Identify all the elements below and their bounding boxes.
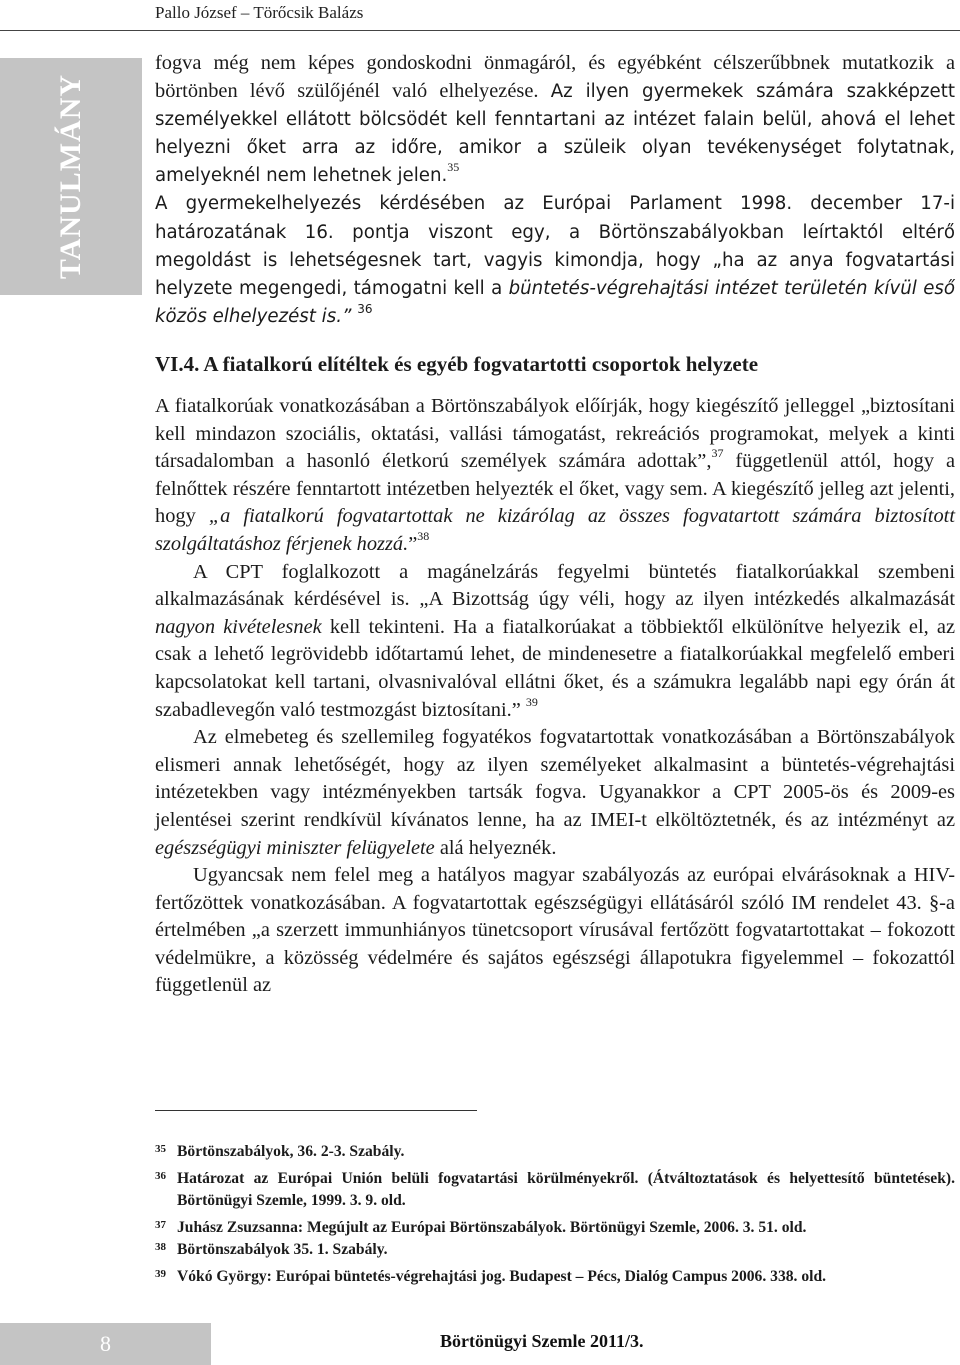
article-body [155, 50, 955, 1000]
italic-span: büntetés-végrehajtási intézet területén kívül eső közös elhelyezést is [155, 278, 955, 328]
footnote-text: Határozat az Európai Unión belüli fogvatartási körülményekről. (Átváltoztatások és helyettesítő büntetések). Börtönügyi Szemle, 1999. 3. 9. old. [177, 1170, 955, 1209]
paragraph-1 [155, 50, 955, 190]
footnote [155, 1266, 955, 1288]
footnote [155, 1168, 955, 1212]
text-span: alá helyeznék. [434, 836, 557, 859]
footnotes [155, 1141, 955, 1288]
text-span: ” [408, 532, 418, 555]
paragraph-5 [155, 724, 955, 862]
footnote-text: Juhász Zsuzsanna: Megújult az Európai Börtönszabályok. Börtönügyi Szemle, 2006. 3. 51. old. [177, 1219, 807, 1236]
footnote-number: 39 [155, 1268, 166, 1280]
footnote [155, 1239, 955, 1261]
header-rule [0, 30, 960, 31]
footnote [155, 1217, 955, 1239]
italic-span: „a fiatalkorú fogvatartottak ne kizárólag az összes fogvatartott számára biztosított szolgáltatáshoz férjenek hozzá. [155, 505, 955, 555]
page-number-box [0, 1323, 211, 1365]
footnote-ref[interactable]: 37 [711, 446, 724, 461]
footnote-ref[interactable]: 36 [357, 302, 373, 317]
paragraph-3 [155, 393, 955, 559]
paragraph-6: Ugyancsak nem felel meg a hatályos magyar szabályozás az európai elvárásoknak a HIV- fertőzöttek vonatkozásában. A fogvatartottak egészségügyi ellátásáról szóló IM rendelet 43. §-a értelmében „a szerzett immunhiányos tünetcsoport vírusával fertőzött fogvatartottakat – fokozott védelmükre, a közösség védelmére és sajátos egészségi állapotukra figyelemmel – fokozattól függetlenül az [155, 864, 955, 997]
footnote-text: Börtönszabályok, 36. 2-3. Szabály. [177, 1143, 405, 1160]
text-span: függetlenül attól, hogy a felnőttek részére fenntartott intézetben helyezték el őket, vagy sem. A kiegészítő jelleg azt jelenti, hogy [155, 450, 955, 528]
italic-span: nagyon kivételesnek [155, 615, 322, 638]
footnote-text: Börtönszabályok 35. 1. Szabály. [177, 1241, 388, 1258]
footnote-number: 35 [155, 1143, 166, 1155]
footnote-number: 38 [155, 1241, 166, 1253]
footnote-ref[interactable]: 35 [447, 160, 460, 175]
section-side-band [0, 58, 142, 295]
text-span: .” [336, 306, 358, 328]
text-span: Az ilyen gyermekek számára szakképzett személyekkel ellátott bölcsödét kell fenntartani az intézet falain belül, ahová el lehet helyezni őket arra az időre, amikor a szüleik olyan tevékenységet folytatnak, amelyeknél nem lehetnek jelen. [155, 80, 955, 187]
text-span: „ha az anya fogvatartási helyzete megengedi, támogatni kell a [155, 249, 955, 300]
footnote-text: Vókó György: Európai büntetés-végrehajtási jog. Budapest – Pécs, Dialóg Campus 2006. 338. old. [177, 1268, 827, 1285]
journal-footer: Börtönügyi Szemle 2011/3. [440, 1331, 644, 1351]
section-title: VI.4. A fiatalkorú elítéltek és egyéb fogvatartotti csoportok helyzete [155, 352, 759, 377]
page-number: 8 [100, 1331, 111, 1356]
footnote-number: 37 [155, 1219, 166, 1231]
footnote-ref[interactable]: 38 [417, 529, 430, 544]
text-span: A gyermekelhelyezés kérdésében az Európai Parlament 1998. december 17-i határozatának 16. pontja viszont egy, a Börtönszabályokban leírtaktól eltérő megoldást is lehetségesnek tart, vagyis kimondja, hogy [155, 193, 955, 271]
footnote-rule [155, 1110, 477, 1111]
footnote-ref[interactable]: 39 [525, 694, 538, 709]
text-span: fogva még nem képes gondoskodni önmagáról, és egyébként célszerűbbnek mutatkozik a börtönben lévő szülőjénél való elhelyezése. [155, 52, 955, 102]
text-span: kell tekinteni. Ha a fiatalkorúakat a többiektől elkülönítve helyezik el, az csak a lehető legrövidebb időtartamú lehet, de mindenesetre a fiatalkorúakkal megfelelő emberi kapcsolatokat kell tartani, olvasnivalóval ellátni őket, és a számukra legalább napi egy órán át szabadlevegőn való testmozgást biztosítani.” [155, 615, 955, 721]
text-span: Az elmebeteg és szellemileg fogyatékos fogvatartottak vonatkozásában a Börtönszabályok elismeri annak lehetőségét, hogy az ilyen személyeket alkalmasint a büntetés-végrehajtási intézetekben vagy intézményekben tartsák fogva. Ugyanakkor a CPT 2005-ös és 2009-es jelentései szerint rendkívül kívánatos lenne, ha az IMEI-t elköltöztetnék, és az intézményt az [155, 726, 955, 831]
footnote-number: 36 [155, 1170, 166, 1182]
side-label: TANULMÁNY [54, 73, 87, 280]
footnote [155, 1141, 955, 1163]
text-span: A fiatalkorúak vonatkozásában a Börtönszabályok előírják, hogy kiegészítő jelleggel „biztosítani kell mindazon szociális, oktatási, vallási támogatást, rekreációs programokat, melyek a kinti társadalomban a hasonló életkorú személyek számára adottak”, [155, 395, 955, 473]
italic-span: egészségügyi miniszter felügyelete [155, 836, 435, 859]
paragraph-2 [155, 190, 955, 331]
text-span: A CPT foglalkozott a magánelzárás fegyelmi büntetés fiatalkorúakkal szembeni alkalmazásának kérdésével is. „A Bizottság úgy véli, hogy az ilyen intézkedés alkalmazását [155, 560, 955, 611]
paragraph-4 [155, 559, 955, 725]
running-header: Pallo József – Törőcsik Balázs [155, 3, 364, 22]
